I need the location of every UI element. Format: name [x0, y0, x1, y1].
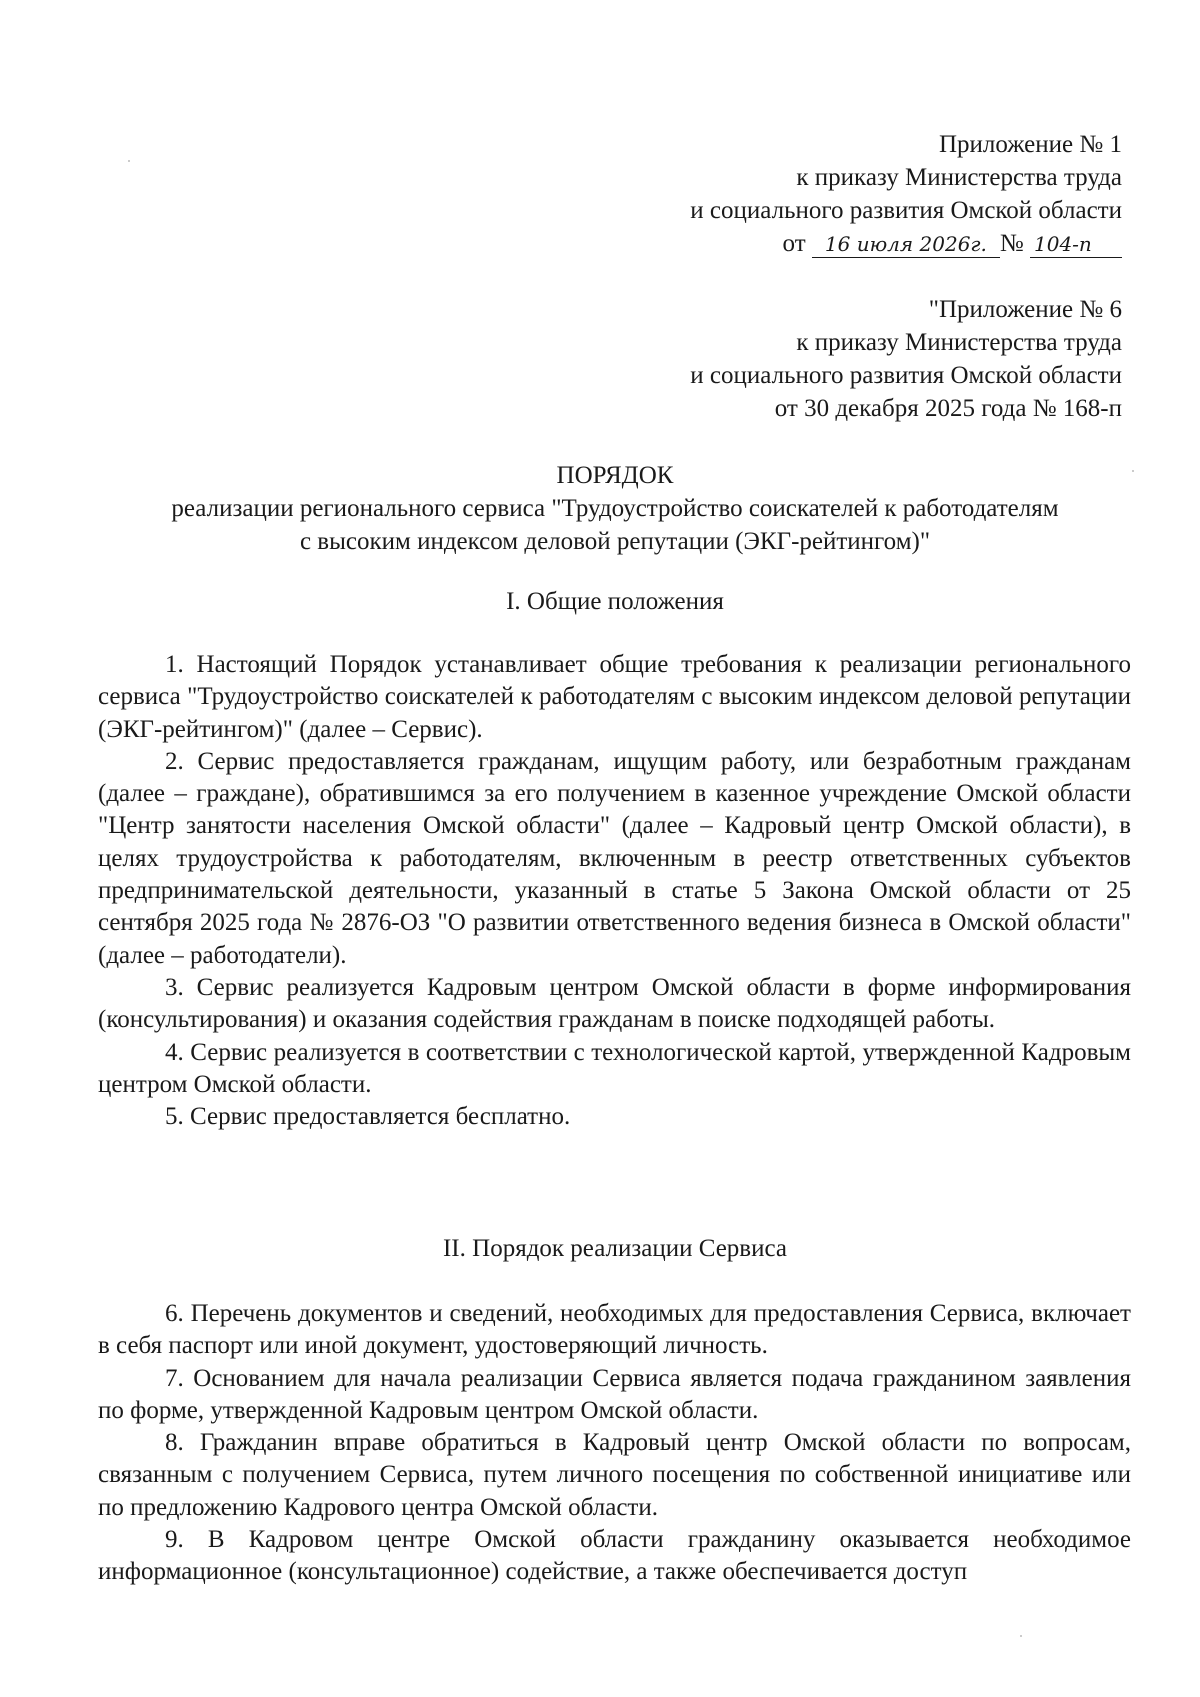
ministry-line: и социального развития Омской области	[690, 197, 1122, 224]
scan-speck	[128, 160, 130, 162]
scan-speck	[1020, 1635, 1022, 1637]
title-sub-line-1: реализации регионального сервиса "Трудоустройство соискателей к работодателям	[171, 495, 1059, 522]
paragraph: 3. Сервис реализуется Кадровым центром Омской области в форме информирования (консультирования) и оказания содействия гражданам в поиске подходящей работы.	[98, 973, 1131, 1034]
section-procedure-body	[98, 1298, 1131, 1589]
appendix-header-1	[690, 128, 1122, 260]
ministry-line: и социального развития Омской области	[690, 362, 1122, 389]
paragraph: 6. Перечень документов и сведений, необходимых для предоставления Сервиса, включает в себя паспорт или иной документ, удостоверяющий личность.	[98, 1300, 1131, 1360]
paragraph: 2. Сервис предоставляется гражданам, ищущим работу, или безработным гражданам (далее – граждане), обратившимся за его получением в казенное учреждение Омской области "Центр занятости населения Омской области" (далее – Кадровый центр Омской области), в целях трудоустройства к работодателям, включенным в реестр ответственных субъектов предпринимательской деятельности, указанный в статье 5 Закона Омской области от 25 сентября 2025 года № 2876-ОЗ "О развитии ответственного ведения бизнеса в Омской области" (далее – работодатели).	[98, 747, 1131, 969]
document-title	[100, 459, 1130, 558]
section-general-body	[98, 649, 1131, 1133]
appendix-number-line: Приложение № 1	[938, 131, 1122, 158]
from-prefix: от	[782, 230, 812, 257]
order-date-line: от 30 декабря 2025 года № 168-п	[774, 395, 1122, 422]
handwritten-order-number: 104-п	[1030, 231, 1122, 258]
order-reference-line: к приказу Министерства труда	[796, 329, 1122, 356]
scan-speck	[1132, 470, 1134, 472]
handwritten-date: 16 июля 2026г.	[812, 231, 1000, 258]
section-heading-procedure: II. Порядок реализации Сервиса	[442, 1235, 787, 1262]
number-sign: №	[999, 230, 1030, 257]
paragraph: 7. Основанием для начала реализации Сервиса является подача гражданином заявления по форме, утвержденной Кадровым центром Омской области.	[98, 1364, 1131, 1424]
title-sub-line-2: с высоким индексом деловой репутации (ЭКГ-рейтингом)"	[299, 528, 931, 555]
paragraph: 4. Сервис реализуется в соответствии с технологической картой, утвержденной Кадровым центром Омской области.	[98, 1038, 1131, 1098]
section-heading-general: I. Общие положения	[506, 588, 724, 615]
paragraph: 1. Настоящий Порядок устанавливает общие требования к реализации регионального сервиса "Трудоустройство соискателей к работодателям с высоким индексом деловой репутации (ЭКГ-рейтингом)" (далее – Сервис).	[98, 651, 1131, 743]
order-reference-line: к приказу Министерства труда	[796, 164, 1122, 191]
order-date-number-line	[690, 227, 1122, 260]
paragraph: 9. В Кадровом центре Омской области гражданину оказывается необходимое информационное (консультационное) содействие, а также обеспечивается доступ	[98, 1526, 1131, 1586]
appendix-number-line: "Приложение № 6	[928, 296, 1122, 323]
title-main: ПОРЯДОК	[556, 462, 674, 489]
appendix-header-2	[690, 293, 1122, 425]
paragraph: 5. Сервис предоставляется бесплатно.	[165, 1103, 571, 1131]
paragraph: 8. Гражданин вправе обратиться в Кадровый центр Омской области по вопросам, связанным с получением Сервиса, путем личного посещения по собственной инициативе или по предложению Кадрового центра Омской области.	[98, 1429, 1131, 1521]
